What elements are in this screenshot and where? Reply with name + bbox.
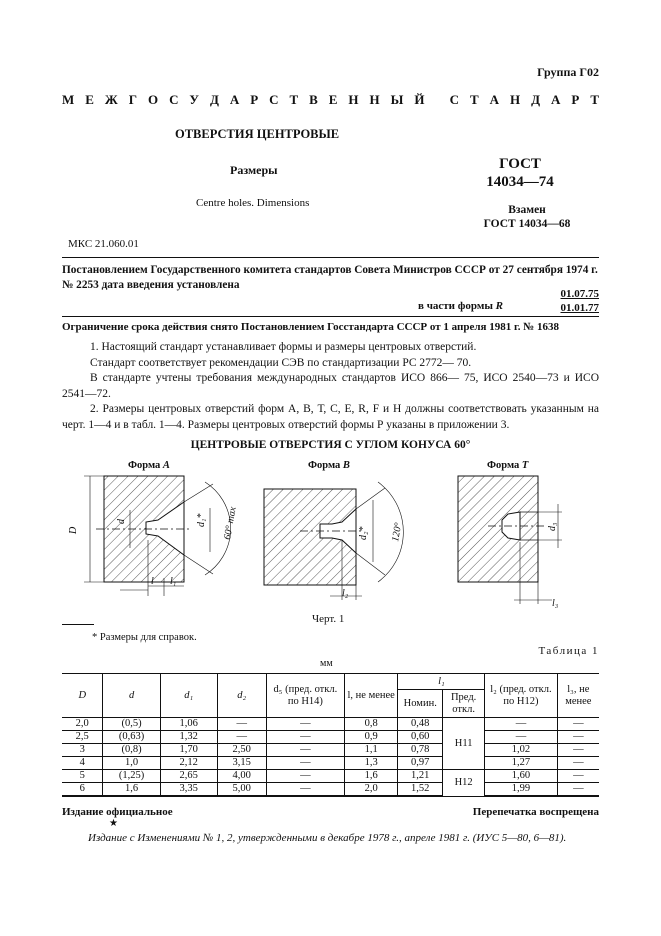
cell-l2: 1,60 [485,770,557,783]
form-a-text: Форма [128,460,161,471]
form-a-letter: A [162,460,170,471]
cell-l: 1,6 [344,770,398,783]
form-t-drawing [458,476,562,609]
banner-letter: Ж [104,92,118,107]
paragraph-4: 2. Размеры центровых отверстий форм А, В, Т, С, Е, R, F и Н должны соответствовать указанным на черт. 1—4 и в табл. 1—4. Размеры центровых отверстий формы Р указаны в приложении 3. [62,403,599,431]
cell-D: 3 [62,744,103,757]
banner-letter: М [62,92,75,107]
banner-letter: А [229,92,240,107]
figure-caption: Черт. 1 [312,613,345,625]
table-row [62,718,599,731]
cell-dev-h11: Н11 [443,718,485,770]
th-d: d [103,674,160,718]
gost-code: 14034—74 [486,174,554,190]
cell-D: 2,0 [62,718,103,731]
form-b-text: Форма [308,460,341,471]
cell-l2: 1,99 [485,783,557,797]
dim-120-label: 120° [390,521,405,543]
form-t-text: Форма [487,460,520,471]
document-subtitle: Размеры [230,163,278,177]
decree-text: Постановлением Государственного комитета стандартов Совета Министров СССР от 27 сентября 1974 г. № 2253 дата введения установлена [62,264,598,291]
cell-l3: — [557,783,599,797]
th-l-min: l, не менее [344,674,398,718]
cell-d1: 2,12 [160,757,217,770]
official-edition: Издание официальное [62,806,173,818]
gost-label: ГОСТ [499,156,541,172]
cell-d2: — [217,731,266,744]
banner-letter: С [449,92,460,107]
dim-l1-label: l₁ [170,576,177,587]
th-l1-nom: Номин. [398,690,443,718]
form-a-drawing [68,476,239,596]
star-icon: ★ [109,818,118,829]
table-row [62,757,599,770]
banner-letter: А [551,92,561,107]
table-1 [62,673,599,797]
table-row [62,770,599,783]
banner-letter: Р [571,92,580,107]
banner-letter: Ы [390,92,404,107]
cell-d5: — [266,770,344,783]
banner-letter: Т [470,92,479,107]
table-row [62,783,599,797]
cell-d5: — [266,757,344,770]
amendments-note: Издание с Изменениями № 1, 2, утвержденными в декабре 1978 г., апреле 1981 г. (ИУС 5—80, 6—81). [88,832,567,844]
th-l2: l₂ (пред. откл. по Н12) [485,674,557,718]
th-D: D [62,674,103,718]
dim-d-label: d [116,519,127,524]
table-unit: мм [320,658,333,669]
cell-d2: 5,00 [217,783,266,797]
dim-l3-label: l₃ [552,598,559,609]
banner-letter: Т [289,92,299,107]
effective-date-2: 01.01.77 [560,302,599,314]
cell-D: 4 [62,757,103,770]
cell-d1: 1,32 [160,731,217,744]
paragraph-3: В стандарте учтены требования международных стандартов ИСО 866— 75, ИСО 2540—73 и ИСО 2541—72. [62,372,599,400]
cell-l: 0,8 [344,718,398,731]
cell-d1: 2,65 [160,770,217,783]
cell-d: 1,0 [103,757,160,770]
cell-d2: 3,15 [217,757,266,770]
paragraph-1: 1. Настоящий стандарт устанавливает формы и размеры центровых отверстий. [90,341,477,353]
cell-l2: — [485,731,557,744]
dim-60max-label: 60° max [222,505,239,541]
banner-letter: Е [328,92,338,107]
banner-letter: Н [369,92,380,107]
restriction-text: Ограничение срока действия снято Постановлением Госстандарта СССР от 1 апреля 1981 г. № 1638 [62,321,560,333]
group-code: Группа Г02 [537,65,599,79]
cell-l1: 1,21 [398,770,443,783]
cell-d5: — [266,731,344,744]
cell-D: 2,5 [62,731,103,744]
cell-D: 5 [62,770,103,783]
dim-D-label: D [68,526,79,534]
cell-l: 2,0 [344,783,398,797]
cell-d: 1,6 [103,783,160,797]
th-d5: d₅ (пред. откл. по Н14) [266,674,344,718]
cell-d5: — [266,718,344,731]
th-d2: d₂ [217,674,266,718]
cell-d2: — [217,718,266,731]
banner-letter: Н [348,92,359,107]
cell-l: 1,1 [344,744,398,757]
cell-l3: — [557,744,599,757]
cell-d5: — [266,783,344,797]
cell-d: (0,63) [103,731,160,744]
banner-letter: А [489,92,500,107]
banner-letter: Г [128,92,137,107]
cell-l3: — [557,718,599,731]
mks-code: МКС 21.060.01 [68,238,139,250]
banner-letter: Й [414,92,425,107]
cell-d2: 2,50 [217,744,266,757]
banner-letter: Е [85,92,94,107]
cell-l2: — [485,718,557,731]
cell-l1: 0,60 [398,731,443,744]
replaces-label: Взамен [508,204,546,216]
english-title: Centre holes. Dimensions [196,197,310,209]
banner-letter: Н [510,92,521,107]
reprint-prohibited: Перепечатка воспрещена [472,806,599,818]
cell-d1: 1,06 [160,718,217,731]
cell-l: 1,3 [344,757,398,770]
cell-l3: — [557,757,599,770]
cell-d: (0,5) [103,718,160,731]
cell-l2: 1,27 [485,757,557,770]
dim-l-label: l [151,576,154,587]
section-title: ЦЕНТРОВЫЕ ОТВЕРСТИЯ С УГЛОМ КОНУСА 60° [190,439,471,451]
th-l3: l₃, не менее [557,674,599,718]
cell-dev-h12: Н12 [443,770,485,797]
effective-date-1: 01.07.75 [560,288,599,300]
form-b-drawing [264,482,404,600]
th-d1: d₁ [160,674,217,718]
table-row [62,731,599,744]
cell-l1: 0,78 [398,744,443,757]
banner-letter: С [169,92,179,107]
part-form-text: в части формы [418,300,493,312]
banner-letter: Д [209,92,219,107]
banner-letter: У [189,92,199,107]
paragraph-2: Стандарт соответствует рекомендации СЭВ по стандартизации РС 2772— 70. [90,356,472,369]
cell-d1: 1,70 [160,744,217,757]
banner-letter: В [309,92,318,107]
form-t-letter: T [521,460,529,471]
banner-letter: Р [250,92,259,107]
dim-d3-label: d₃ [547,522,558,531]
document-title: ОТВЕРСТИЯ ЦЕНТРОВЫЕ [175,127,340,141]
banner-letter: Т [590,92,599,107]
cell-l3: — [557,731,599,744]
banner-letter: О [147,92,159,107]
cell-l2: 1,02 [485,744,557,757]
cell-d: (1,25) [103,770,160,783]
replaces-value: ГОСТ 14034—68 [483,218,571,230]
table-row [62,744,599,757]
cell-d2: 4,00 [217,770,266,783]
dim-d2-label: d₂* [358,526,369,540]
footnote-rule [62,624,94,625]
cell-l1: 1,52 [398,783,443,797]
banner-letter: С [269,92,279,107]
cell-l1: 0,97 [398,757,443,770]
cell-d1: 3,35 [160,783,217,797]
dim-l2-label: l₂ [342,588,349,599]
banner-letter: Д [531,92,541,107]
form-b-letter: B [342,460,350,471]
th-l1-dev: Пред. откл. [443,690,485,718]
cell-d5: — [266,744,344,757]
dim-d1-label: d₁* [196,513,207,527]
cell-l3: — [557,770,599,783]
footnote: * Размеры для справок. [92,632,197,643]
cell-d: (0,8) [103,744,160,757]
cell-l: 0,9 [344,731,398,744]
cell-D: 6 [62,783,103,797]
part-form-letter: R [495,300,504,312]
th-l1: l₁ [398,674,485,690]
table-label: Таблица 1 [538,645,599,657]
cell-l1: 0,48 [398,718,443,731]
